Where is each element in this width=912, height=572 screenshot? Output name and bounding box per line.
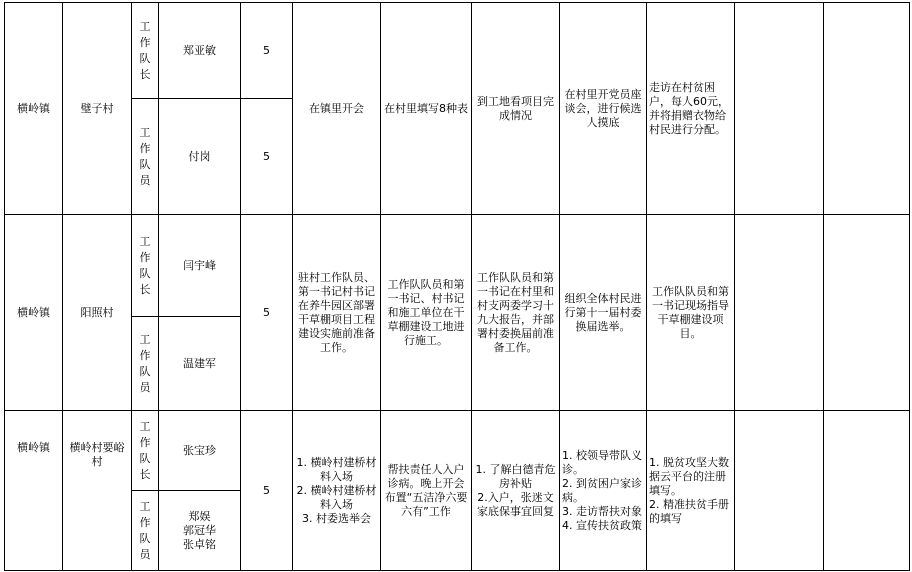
activity-cell — [381, 215, 472, 411]
name-cell: 郑亚敏 — [159, 3, 241, 99]
role-cell — [132, 215, 159, 317]
table-row — [5, 411, 910, 491]
activity-line: 到工地看项目完成情况 — [477, 94, 554, 122]
count-cell: 5 — [241, 215, 293, 411]
name-cell: 闫宇峰 — [159, 215, 241, 317]
village-cell: 横岭村要峪村 — [63, 411, 132, 571]
activity-line: 帮扶责任人入户诊病。晚上开会布置“五洁净六要六有”工作 — [384, 462, 468, 518]
activity-line: 工作队队员和第一书记、村书记和施工单位在干草棚建设工地进行施工。 — [387, 277, 465, 347]
name-cell: 张宝珍 — [159, 411, 241, 491]
activity-line: 1. 脱贫攻坚大数据云平台的注册填写。 — [649, 455, 729, 497]
town-cell: 横岭镇 — [5, 215, 63, 411]
role-cell — [132, 411, 159, 491]
activity-line: 在镇里开会 — [309, 101, 364, 115]
activity-line: 2.入户，张迷文家底保事宜回复 — [477, 490, 554, 518]
activity-cell — [381, 3, 472, 215]
activity-cell — [560, 411, 647, 571]
activity-line: 组织全体村民进行第十一届村委换届选举。 — [564, 291, 642, 333]
role-cell — [132, 491, 159, 571]
empty-cell — [824, 215, 910, 411]
activity-line: 2. 到贫困户家诊病。 — [562, 476, 642, 504]
role-label: 工作队长 — [139, 19, 151, 81]
table-row — [5, 215, 910, 317]
activity-line: 4. 宣传扶贫政策 — [562, 518, 642, 532]
activity-line: 驻村工作队员、第一书记村书记在养牛园区部署干草棚项目工程建设实施前准备工作。 — [298, 270, 375, 354]
activity-line: 1. 校领导带队义诊。 — [562, 448, 642, 476]
activity-line: 工作队队员和第一书记现场指导干草棚建设项目。 — [652, 284, 729, 340]
activity-line: 3. 村委选举会 — [302, 511, 371, 525]
activity-cell — [472, 215, 560, 411]
name-cell: 温建军 — [159, 317, 241, 411]
town-cell: 横岭镇 — [5, 411, 63, 571]
activity-cell — [560, 215, 647, 411]
activity-cell — [293, 215, 381, 411]
activity-cell — [472, 411, 560, 571]
member-name: 郭冠华 — [183, 523, 216, 537]
empty-cell — [824, 3, 910, 215]
role-cell — [132, 99, 159, 215]
activity-cell — [472, 3, 560, 215]
member-name: 张卓铭 — [183, 537, 216, 551]
role-label: 工作队员 — [139, 125, 151, 187]
empty-cell — [824, 411, 910, 571]
role-label: 工作队长 — [139, 234, 151, 296]
activity-line: 2. 精准扶贫手册的填写 — [649, 497, 729, 525]
activity-line: 3. 走访帮扶对象 — [562, 504, 642, 518]
activity-line: 在村里开党员座谈会，进行候选人摸底 — [564, 87, 642, 129]
activity-cell — [293, 411, 381, 571]
name-cell: 付岗 — [159, 99, 241, 215]
name-cell — [159, 491, 241, 571]
role-cell — [132, 317, 159, 411]
work-log-table — [4, 2, 910, 571]
activity-line: 1. 了解白德青危房补贴 — [475, 462, 556, 490]
activity-line: 走访在村贫困户，每人60元，并将捐赠衣物给村民进行分配。 — [649, 80, 729, 136]
count-cell: 5 — [241, 411, 293, 571]
activity-line: 2. 横岭村建桥材料入场 — [296, 483, 377, 511]
activity-line: 1. 横岭村建桥材料入场 — [296, 455, 377, 483]
activity-cell — [381, 411, 472, 571]
empty-cell — [735, 3, 824, 215]
table-row — [5, 3, 910, 99]
count-cell: 5 — [241, 3, 293, 99]
count-cell: 5 — [241, 99, 293, 215]
role-label: 工作队长 — [139, 419, 151, 481]
activity-cell — [560, 3, 647, 215]
role-cell — [132, 3, 159, 99]
empty-cell — [735, 215, 824, 411]
activity-cell — [647, 3, 735, 215]
activity-cell — [647, 411, 735, 571]
member-name: 郑娱 — [188, 509, 211, 523]
activity-line: 工作队队员和第一书记在村里和村支两委学习十九大报告，并部署村委换届前准备工作。 — [477, 270, 554, 354]
activity-line: 在村里填写8种表 — [384, 101, 468, 115]
activity-cell — [647, 215, 735, 411]
village-cell: 璧子村 — [63, 3, 132, 215]
village-cell: 阳照村 — [63, 215, 132, 411]
empty-cell — [735, 411, 824, 571]
town-cell: 横岭镇 — [5, 3, 63, 215]
activity-cell — [293, 3, 381, 215]
role-label: 工作队员 — [139, 332, 151, 394]
role-label: 工作队员 — [139, 499, 151, 561]
